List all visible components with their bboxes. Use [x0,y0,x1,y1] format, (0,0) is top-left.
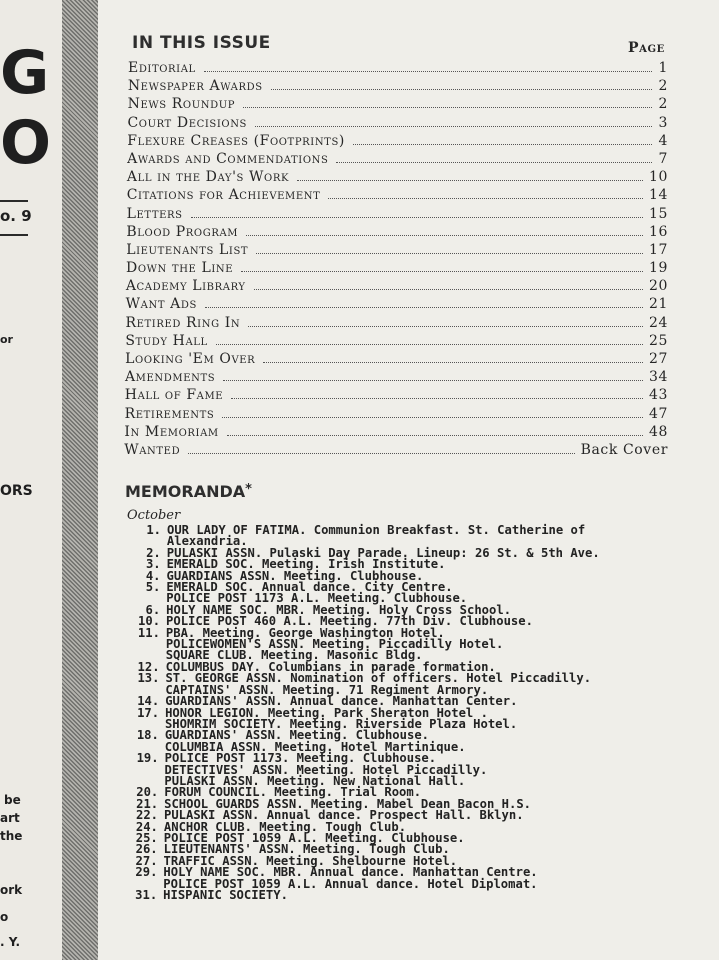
toc-entry [126,278,668,296]
toc-entry-title: Court Decisions [127,114,248,131]
toc-entry-page: 14 [648,187,668,204]
toc-entry-page: 3 [658,114,668,131]
memoranda-text: PULASKI ASSN. Pulaski Day Parade. Lineup: 26 St. & 5th Ave. [166,545,600,560]
toc-leader-dots [246,235,643,236]
memoranda-day: 29. [135,865,158,880]
toc-entry [125,315,668,333]
toc-leader-dots [263,362,643,363]
toc-leader-dots [227,435,643,436]
memoranda-text: FORUM COUNCIL. Meeting. Trial Room. [164,785,422,800]
memoranda-text: SHOMRIM SOCIETY. Meeting. Riverside Plaza Hotel. [164,716,518,731]
toc-entry-page: 24 [648,314,668,331]
toc-entry [128,60,668,78]
toc-entry-page: 2 [658,78,668,95]
toc-entry-title: Wanted [124,441,181,458]
toc-leader-dots [254,289,643,290]
margin-fragment: ork [0,883,23,897]
memoranda-list [134,525,654,901]
toc-entry-title: Flexure Creases (Footprints) [127,132,345,149]
memoranda-text: POLICE POST 1173. Meeting. Clubhouse. [164,751,437,766]
margin-rule [0,200,28,202]
toc-list [124,60,668,460]
memoranda-text: HISPANIC SOCIETY. [163,888,288,902]
toc-entry-title: Blood Program [126,223,239,240]
toc-leader-dots [216,344,643,345]
toc-entry [124,424,668,442]
memoranda-text: ANCHOR CLUB. Meeting. Tough Club. [163,819,407,834]
toc-entry-page: 16 [648,223,668,240]
toc-leader-dots [256,253,643,254]
toc-entry-page: 25 [648,332,668,349]
toc-leader-dots [255,126,652,127]
memoranda-month: October [127,508,181,523]
toc-entry-title: Study Hall [125,332,208,349]
memoranda-day [133,639,160,650]
memoranda-day: 25. [135,830,158,845]
margin-fragment: be [4,793,21,807]
toc-page-label: Page [628,40,665,56]
memoranda-title: MEMORANDA [125,482,246,501]
memoranda-text: LIEUTENANTS' ASSN. Meeting. Tough Club. [163,842,450,857]
memoranda-text: SQUARE CLUB. Meeting. Masonic Bldg. [165,648,423,663]
toc-entry [127,169,668,187]
toc-leader-dots [222,417,643,418]
toc-entry [124,442,668,460]
memoranda-day: 5. [145,580,161,595]
memoranda-text: GUARDIANS' ASSN. Annual dance. Manhattan Center. [165,694,518,709]
memoranda-text: POLICE POST 1173 A.L. Meeting. Clubhouse. [166,591,468,606]
memoranda-text: PULASKI ASSN. Meeting. New National Hall. [164,773,466,788]
toc-entry [127,206,668,224]
memoranda-day: 12. [137,659,160,674]
toc-entry [128,96,668,114]
toc-entry-title: All in the Day's Work [126,169,290,186]
memoranda-text: HOLY NAME SOC. MBR. Meeting. Holy Cross School. [166,602,512,617]
toc-entry [128,78,668,96]
toc-leader-dots [243,107,652,108]
toc-leader-dots [328,198,643,199]
toc-leader-dots [223,380,643,381]
memoranda-text: EMERALD SOC. Annual dance. City Centre. [166,580,453,595]
toc-entry-title: Retired Ring In [125,314,241,331]
toc-entry-page: 10 [648,169,668,186]
toc-leader-dots [271,89,653,90]
toc-entry-title: Editorial [128,60,196,76]
toc-entry-title: Want Ads [125,296,197,313]
toc-entry [126,296,668,314]
margin-fragment: . Y. [0,935,20,949]
memoranda-text: OUR LADY OF FATIMA. Communion Breakfast. St. Catherine of [167,523,586,537]
toc-entry-page: 1 [658,60,668,76]
memoranda-day: 20. [136,785,159,800]
memoranda-text: COLUMBIA ASSN. Meeting. Hotel Martinique. [164,739,466,754]
margin-rule [0,234,28,236]
memoranda-day: 3. [145,557,161,572]
memoranda-text: DETECTIVES' ASSN. Meeting. Hotel Piccadilly. [164,762,488,777]
toc-leader-dots [353,144,653,145]
margin-fragment: art [0,811,20,825]
toc-entry-title: Looking 'Em Over [125,351,256,367]
memoranda-day: 31. [135,888,158,902]
toc-entry-title: Academy Library [125,278,246,295]
margin-fragment: ORS [0,483,33,499]
memoranda-text: EMERALD SOC. Meeting. Irish Institute. [166,557,446,572]
margin-fragment: the [0,829,23,843]
memoranda-text: POLICEWOMEN'S ASSN. Meeting. Piccadilly Hotel. [165,637,504,652]
memoranda-text: Alexandria. [166,534,248,549]
toc-entry-page: 48 [648,423,668,440]
memoranda-day: 26. [135,842,158,857]
toc-leader-dots [297,180,643,181]
memoranda-day: 13. [137,671,160,686]
toc-entry-page: 27 [648,351,668,367]
contents-page [98,0,719,960]
memoranda-text: SCHOOL GUARDS ASSN. Meeting. Mabel Dean Bacon H.S. [164,796,531,811]
toc-entry [127,133,668,151]
toc-entry-title: Amendments [124,369,216,386]
memoranda-day: 19. [136,751,159,766]
memoranda-text: CAPTAINS' ASSN. Meeting. 71 Regiment Armory. [165,682,489,697]
toc-entry-title: News Roundup [127,96,236,113]
toc-entry-page: 47 [648,405,668,422]
toc-entry-page: 15 [648,205,668,222]
margin-fragment: G [0,38,50,108]
toc-leader-dots [205,307,643,308]
toc-leader-dots [248,326,643,327]
toc-entry-title: In Memoriam [124,423,219,440]
memoranda-heading [125,482,252,501]
memoranda-day: 11. [137,625,160,640]
toc-entry [126,260,668,278]
toc-leader-dots [191,217,643,218]
toc-entry [127,115,668,133]
toc-entry [127,151,668,169]
memoranda-text: POLICE POST 1059 A.L. Annual dance. Hotel Diplomat. [163,876,538,891]
memoranda-text: HOLY NAME SOC. MBR. Annual dance. Manhattan Centre. [163,865,538,880]
memoranda-text: TRAFFIC ASSN. Meeting. Shelbourne Hotel. [163,853,458,868]
memoranda-day: 21. [136,796,159,811]
memoranda-day: 10. [138,614,161,629]
memoranda-asterisk: * [245,482,252,497]
toc-heading: IN THIS ISSUE [132,33,271,53]
margin-fragment: o. 9 [0,207,32,225]
toc-entry [126,242,668,260]
memoranda-item [130,890,654,901]
memoranda-text: GUARDIANS' ASSN. Meeting. Clubhouse. [164,728,429,743]
memoranda-text: PULASKI ASSN. Annual dance. Prospect Hall. Bklyn. [164,808,524,823]
memoranda-day [131,765,158,776]
toc-entry-title: Down the Line [126,260,234,277]
toc-entry-page: 4 [658,132,668,149]
left-page-margin [0,0,62,960]
toc-leader-dots [204,71,653,72]
memoranda-day: 27. [135,853,158,868]
memoranda-day: 4. [145,568,161,583]
toc-entry [125,369,668,387]
memoranda-text: POLICE POST 460 A.L. Meeting. 77th Div. Clubhouse. [166,614,533,629]
toc-entry-page: 20 [648,278,668,295]
margin-fragment: O [0,108,52,178]
toc-entry [127,187,668,205]
toc-entry-title: Hall of Fame [124,387,224,404]
memoranda-day: 24. [135,819,158,834]
memoranda-day: 18. [136,728,159,743]
toc-entry [125,333,668,351]
toc-entry [125,351,668,369]
margin-fragment: o [0,910,9,924]
memoranda-day: 17. [137,705,160,720]
memoranda-day: 1. [146,523,161,537]
memoranda-text: GUARDIANS ASSN. Meeting. Clubhouse. [166,568,424,583]
toc-entry-title: Retirements [124,405,215,422]
margin-fragment: or [0,333,13,346]
toc-entry-title: Letters [126,205,183,222]
toc-leader-dots [188,453,574,454]
toc-entry-page: 19 [648,260,668,277]
decorative-hatched-stripe [62,0,98,960]
toc-entry [125,406,668,424]
toc-entry-page: 43 [648,387,668,404]
toc-leader-dots [241,271,643,272]
toc-entry-page: 34 [648,369,668,386]
toc-entry-title: Lieutenants List [126,241,249,258]
toc-leader-dots [231,398,643,399]
toc-entry-page: 7 [658,150,668,167]
toc-entry-page: 2 [658,96,668,113]
toc-entry [125,387,668,405]
memoranda-day: 6. [145,602,161,617]
memoranda-day: 2. [146,545,161,560]
toc-entry [126,224,668,242]
toc-entry-title: Awards and Commendations [127,150,329,167]
memoranda-text: COLUMBUS DAY. Columbians in parade formation. [165,659,496,674]
toc-leader-dots [336,162,652,163]
memoranda-text: ST. GEORGE ASSN. Nomination of officers. Hotel Piccadilly. [165,671,592,686]
toc-entry-title: Citations for Achievement [126,187,321,204]
toc-entry-page: 17 [648,241,668,258]
memoranda-text: POLICE POST 1059 A.L. Meeting. Clubhouse. [163,830,465,845]
toc-entry-page: Back Cover [580,441,668,458]
memoranda-day: 22. [135,808,158,823]
memoranda-day: 14. [137,694,160,709]
memoranda-text: PBA. Meeting. George Washington Hotel. [165,625,445,640]
toc-entry-title: Newspaper Awards [127,78,263,95]
memoranda-text: HONOR LEGION. Meeting. Park Sheraton Hotel . [165,705,488,720]
toc-entry-page: 21 [648,296,668,313]
